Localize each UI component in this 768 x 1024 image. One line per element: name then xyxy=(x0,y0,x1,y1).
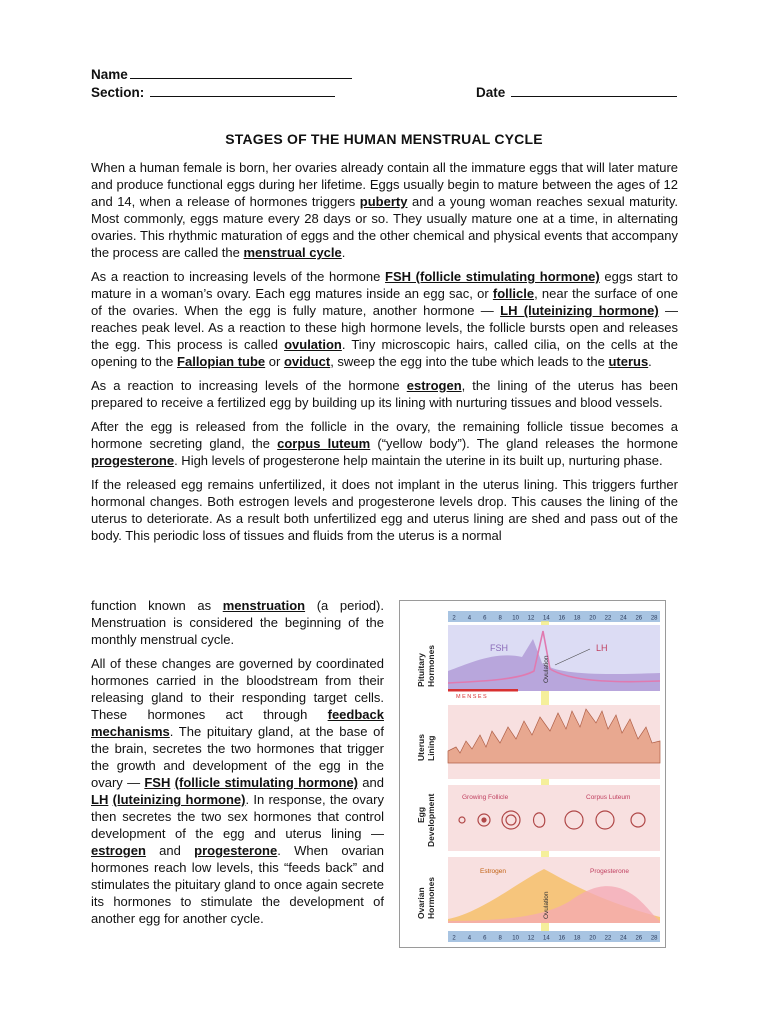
lh-label: LH xyxy=(596,643,608,653)
day-label-top-4: 4 xyxy=(467,615,472,622)
day-label-bottom-16: 16 xyxy=(558,935,566,942)
day-label-top-12: 12 xyxy=(527,615,535,622)
day-label-bottom-18: 18 xyxy=(573,935,581,942)
day-label-top-24: 24 xyxy=(620,615,627,622)
text: function known as xyxy=(91,598,223,613)
keyword-luteinizing-hormone: (luteinizing hormone) xyxy=(112,792,246,807)
day-label-top-18: 18 xyxy=(573,615,581,622)
paragraph-6 xyxy=(91,655,384,927)
day-label-top-6: 6 xyxy=(483,615,487,622)
body-text xyxy=(91,159,678,544)
ovulation-label-top: Ovulation xyxy=(543,655,550,683)
paragraph-4 xyxy=(91,418,678,469)
keyword-fsh: FSH xyxy=(144,775,171,790)
day-label-top-26: 26 xyxy=(635,615,643,622)
text: and xyxy=(145,843,195,858)
day-label-bottom-12: 12 xyxy=(527,935,535,942)
date-line[interactable] xyxy=(511,84,677,97)
paragraph-2 xyxy=(91,268,678,370)
egg-label-2: Development xyxy=(426,793,436,847)
ovarian-label-1: Ovarian xyxy=(416,887,426,919)
day-label-top-20: 20 xyxy=(589,615,596,622)
day-bar-bottom xyxy=(448,931,660,942)
day-label-top-16: 16 xyxy=(558,615,566,622)
keyword-uterus: uterus xyxy=(608,354,649,369)
day-label-bottom-14: 14 xyxy=(543,935,550,942)
text: . Tiny microscopic hairs, called cilia, on the cells at the opening to the xyxy=(91,337,678,369)
ovarian-label-2: Hormones xyxy=(426,876,436,919)
paragraph-3 xyxy=(91,377,678,411)
keyword-lh: LH xyxy=(91,792,109,807)
left-column-text xyxy=(91,597,384,934)
progesterone-label: Progesterone xyxy=(590,868,630,875)
pituitary-label-2: Hormones xyxy=(426,644,436,687)
section-line[interactable] xyxy=(150,84,335,97)
text: As a reaction to increasing levels of the hormone xyxy=(91,269,386,284)
name-line[interactable] xyxy=(130,66,352,79)
ovulation-label-bottom: Ovulation xyxy=(543,891,550,919)
keyword-fallopian-tube: Fallopian tube xyxy=(177,354,266,369)
date-field[interactable] xyxy=(476,84,677,101)
text: (“yellow body”). The gland releases the hormone xyxy=(370,436,678,451)
day-label-top-22: 22 xyxy=(604,615,612,622)
day-label-top-28: 28 xyxy=(650,615,658,622)
uterus-label-2: Lining xyxy=(426,735,436,761)
day-label-bottom-26: 26 xyxy=(635,935,643,942)
name-label: Name xyxy=(91,67,128,82)
text: and a young woman reaches sexual maturity. Most commonly, eggs mature every 28 days or so. They usually mature one at a time, in alternating ovaries. This rhythmic maturation of eggs and the other chemical and physical events that accompany the process are called the xyxy=(91,194,678,260)
keyword-corpus-luteum: corpus luteum xyxy=(277,436,371,451)
day-label-bottom-4: 4 xyxy=(467,935,472,942)
day-label-top-8: 8 xyxy=(498,615,502,622)
day-label-bottom-6: 6 xyxy=(483,935,487,942)
text: . xyxy=(648,354,652,369)
day-label-bottom-22: 22 xyxy=(604,935,612,942)
paragraph-1 xyxy=(91,159,678,261)
keyword-feedback-mechanisms: feedback mechanisms xyxy=(91,707,384,739)
day-label-bottom-10: 10 xyxy=(512,935,519,942)
corpus-luteum-label: Corpus Luteum xyxy=(586,794,631,801)
keyword-fsh: FSH (follicle stimulating hormone) xyxy=(385,269,600,284)
day-label-bottom-28: 28 xyxy=(650,935,658,942)
text: If the released egg remains unfertilized, it does not implant in the uterus lining. This triggers further hormonal changes. Both estrogen levels and progesterone levels drop. This causes the lining of the uterus to deteriorate. As a result both unfertilized egg and uterus lining are shed and pass out of the body. This periodic loss of tissues and fluids from the uterus is a normal xyxy=(91,477,678,543)
page-title: STAGES OF THE HUMAN MENSTRUAL CYCLE xyxy=(225,131,543,147)
text: . High levels of progesterone help maintain the uterine in its built up, nurturing phase. xyxy=(174,453,663,468)
paragraph-5 xyxy=(91,476,678,544)
text: and xyxy=(358,775,384,790)
text: . The pituitary gland, at the base of the brain, secretes the two hormones that trigger the growth and development of the egg in the ovary — xyxy=(91,724,384,790)
text: . In response, the ovary then secretes the two sex hormones that control development of the egg and uterus lining — xyxy=(91,792,384,841)
menses-label: MENSES xyxy=(456,694,489,700)
panel-labels xyxy=(416,645,436,919)
uterus-label-1: Uterus xyxy=(416,734,426,761)
day-label-top-14: 14 xyxy=(543,615,550,622)
keyword-follicle: follicle xyxy=(492,286,535,301)
egg-label-1: Egg xyxy=(416,806,426,823)
keyword-menstrual-cycle: menstrual cycle xyxy=(243,245,342,260)
day-label-bottom-20: 20 xyxy=(589,935,596,942)
text: , sweep the egg into the tube which leads to the xyxy=(330,354,609,369)
follicle-egg-2 xyxy=(482,818,486,822)
section-field[interactable] xyxy=(91,84,335,101)
text: eggs start to mature in a woman’s ovary. Each egg matures inside an egg sac, or xyxy=(91,269,678,301)
keyword-puberty: puberty xyxy=(359,194,408,209)
day-bar-top xyxy=(448,611,660,622)
menstrual-cycle-diagram xyxy=(399,600,666,948)
text: . When ovarian hormones reach low levels, this “feeds back” and stimulates the pituitary gland to once again secrete its hormones to stimulate the development of another egg for another cycle. xyxy=(91,843,384,926)
day-label-bottom-24: 24 xyxy=(620,935,627,942)
growing-follicle-label: Growing Follicle xyxy=(462,794,509,801)
menses-bar xyxy=(448,689,518,692)
text: (a period). Menstruation is considered the beginning of the monthly menstrual cycle. xyxy=(91,598,384,647)
pituitary-label-1: Pituitary xyxy=(416,652,426,687)
text: — reaches peak level. As a reaction to these high hormone levels, the follicle bursts open and releases the egg. This process is called xyxy=(91,303,679,352)
text: or xyxy=(265,354,284,369)
keyword-progesterone: progesterone xyxy=(91,453,175,468)
day-label-bottom-8: 8 xyxy=(498,935,502,942)
day-label-top-10: 10 xyxy=(512,615,519,622)
name-field[interactable] xyxy=(91,66,352,83)
text: . xyxy=(341,245,346,260)
keyword-progesterone: progesterone xyxy=(194,843,278,858)
section-label: Section: xyxy=(91,85,145,100)
text: , near the surface of one of the ovaries. When the egg is fully mature, another hormone — xyxy=(91,286,678,318)
day-label-bottom-2: 2 xyxy=(452,935,456,942)
date-label: Date xyxy=(476,85,506,100)
keyword-estrogen: estrogen xyxy=(406,378,462,393)
keyword-lh: LH (luteinizing hormone) xyxy=(500,303,659,318)
keyword-menstruation: menstruation xyxy=(222,598,306,613)
text: All of these changes are governed by coordinated hormones carried in the bloodstream from their releasing gland to their responding target cells. These hormones act through xyxy=(91,656,384,722)
diagram-svg xyxy=(400,601,665,947)
paragraph-5-continued xyxy=(91,597,384,648)
fsh-label: FSH xyxy=(490,643,508,653)
text: As a reaction to increasing levels of the hormone xyxy=(91,378,407,393)
keyword-estrogen: estrogen xyxy=(91,843,146,858)
text: When a human female is born, her ovaries already contain all the immature eggs that will later mature and produce functional eggs during her lifetime. Eggs usually begin to mature between the ages of 12 and 14, when a release of hormones triggers xyxy=(91,160,678,209)
estrogen-label: Estrogen xyxy=(480,868,507,875)
keyword-oviduct: oviduct xyxy=(283,354,331,369)
text: , the lining of the uterus has been prepared to receive a fertilized egg by building up its lining with nurturing tissues and blood vessels. xyxy=(91,378,679,410)
day-label-top-2: 2 xyxy=(452,615,456,622)
text: After the egg is released from the follicle in the ovary, the remaining follicle tissue becomes a hormone secreting gland, the xyxy=(91,419,678,451)
keyword-ovulation: ovulation xyxy=(284,337,342,352)
keyword-follicle-stimulating-hormone: (follicle stimulating hormone) xyxy=(174,775,359,790)
